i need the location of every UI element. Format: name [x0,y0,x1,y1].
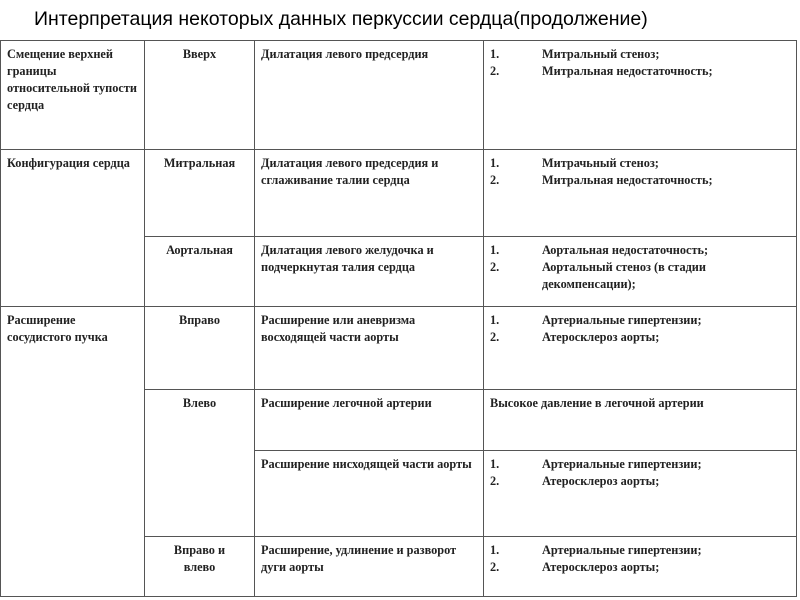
disease-text: Артериальные гипертензии; [542,457,702,471]
variant-cell: Аортальная [144,236,255,307]
cause-cell: Расширение легочной артерии [254,389,484,451]
list-number: 1. [490,313,500,327]
list-number: 1. [490,457,500,471]
list-item [490,259,790,293]
list-number: 2. [490,64,500,78]
cause-cell: Расширение или аневризма восходящей части аорты [254,306,484,390]
disease-text: Митральная недостаточность; [542,173,713,187]
list-item [490,172,790,189]
disease-text: Атеросклероз аорты; [542,330,660,344]
diseases-cell [483,40,797,150]
list-item [490,473,790,490]
cause-cell: Дилатация левого предсердия и сглаживание талии сердца [254,149,484,237]
disease-text: Атеросклероз аорты; [542,560,660,574]
disease-text: Артериальные гипертензии; [542,543,702,557]
list-number: 2. [490,330,500,344]
disease-text: Митрачьный стеноз; [542,156,659,170]
list-number: 2. [490,173,500,187]
list-number: 1. [490,243,500,257]
list-number: 1. [490,156,500,170]
disease-text: Митральная недостаточность; [542,64,713,78]
sign-cell: Смещение верхней границы относительной тупости сердца [0,40,145,150]
list-item [490,242,790,259]
list-item [490,329,790,346]
variant-cell: Вправо [144,306,255,390]
list-number: 1. [490,47,500,61]
sign-cell: Конфигурация сердца [0,149,145,307]
disease-text: Аортальный стеноз (в стадии декомпенсации); [542,260,706,291]
list-item [490,542,790,559]
list-item [490,312,790,329]
diseases-cell [483,236,797,307]
list-item [490,46,790,63]
cause-cell: Расширение, удлинение и разворот дуги аорты [254,536,484,597]
diseases-cell [483,306,797,390]
diseases-cell [483,149,797,237]
disease-text: Артериальные гипертензии; [542,313,702,327]
list-item [490,456,790,473]
list-number: 2. [490,560,500,574]
disease-text: Аортальная недостаточность; [542,243,709,257]
variant-cell: Вправо и влево [144,536,255,597]
diseases-cell: Высокое давление в легочной артерии [483,389,797,451]
cause-cell: Дилатация левого желудочка и подчеркнутая талия сердца [254,236,484,307]
list-number: 2. [490,260,500,274]
disease-text: Атеросклероз аорты; [542,474,660,488]
diseases-cell [483,450,797,537]
disease-text: Митральный стеноз; [542,47,660,61]
cause-cell: Дилатация левого предсердия [254,40,484,150]
list-number: 1. [490,543,500,557]
list-number: 2. [490,474,500,488]
list-item [490,155,790,172]
sign-cell: Расширение сосудистого пучка [0,306,145,597]
list-item [490,559,790,576]
list-item [490,63,790,80]
diseases-cell [483,536,797,597]
percussion-table [1,41,798,598]
slide-title: Интерпретация некоторых данных перкуссии сердца(продолжение) [34,8,648,30]
variant-cell: Вверх [144,40,255,150]
cause-cell: Расширение нисходящей части аорты [254,450,484,537]
variant-cell: Митральная [144,149,255,237]
variant-cell: Влево [144,389,255,537]
